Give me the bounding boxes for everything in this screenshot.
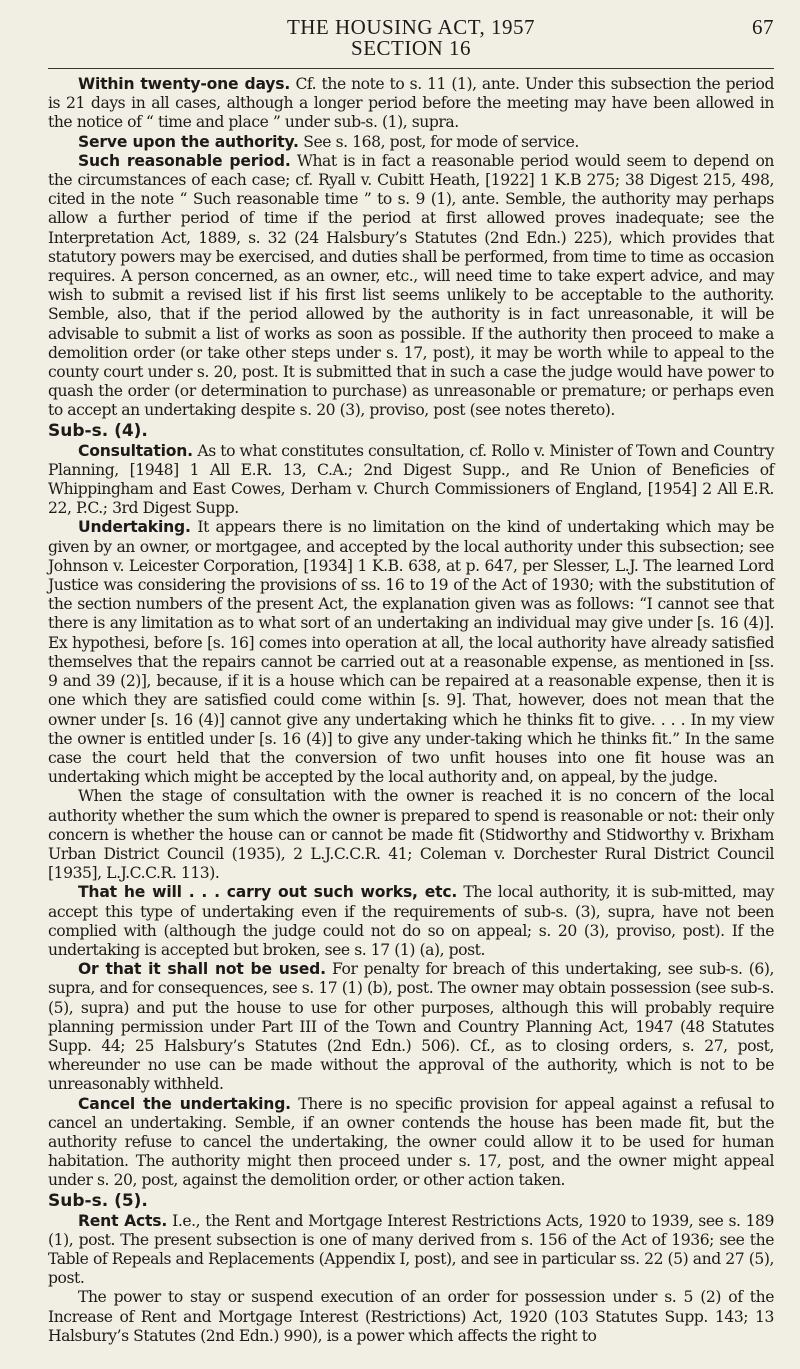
paragraph bbox=[48, 442, 774, 519]
paragraph-text: What is in fact a reasonable period would seem to depend on the circumstances of each case; cf. Ryall v. Cubitt Heath, [1922] 1 K.B 275; 38 Digest 215, 498, cited in the note “ Such reasonable time ” to s. 9 (1), ante. Semble, the authority may perhaps allow a further period of time if the period at first allowed proves inadequate; see the Interpretation Act, 1889, s. 32 (24 Halsbury’s Statutes (2nd Edn.) 225), which provides that statutory powers may be exercised, and duties shall be performed, from time to time as occasion requires. A person concerned, as an owner, etc., will need time to take expert advice, and may wish to submit a revised list if his first list seems unlikely to be acceptable to the authority. Semble, also, that if the period allowed by the authority is in fact unreasonable, it will be advisable to submit a list of works as soon as possible. If the authority then proceed to make a demolition order (or take other steps under s. 17, post), it may be worth while to appeal to the county court under s. 20, post. It is submitted that in such a case the judge would have power to quash the order (or determination to purchase) as unreasonable or premature; or perhaps even to accept an undertaking despite s. 20 (3), proviso, post (see notes thereto). bbox=[48, 151, 774, 420]
paragraph-text: See s. 168, post, for mode of service. bbox=[298, 132, 579, 151]
paragraph bbox=[48, 960, 774, 1094]
paragraph-heading: Cancel the undertaking. bbox=[78, 1094, 291, 1113]
paragraph bbox=[48, 152, 774, 421]
paragraph-heading: That he will . . . carry out such works, etc. bbox=[78, 883, 458, 902]
paragraph-heading: Serve upon the authority. bbox=[78, 132, 299, 151]
paragraph bbox=[48, 1288, 774, 1346]
paragraph-text: When the stage of consultation with the owner is reached it is no concern of the local authority whether the sum which the owner is prepared to spend is reasonable or not: their only concern is whether the house can or cannot be made fit (Stidworthy and Stidworthy v. Brixham Urban District Council (1935), 2 L.J.C.C.R. 41; Coleman v. Dorchester Rural District Council [1935], L.J.C.C.R. 113). bbox=[48, 787, 774, 883]
header-rule bbox=[48, 68, 774, 69]
paragraph-text: There is no specific provision for appeal against a refusal to cancel an undertaking. Semble, if an owner contends the house has been made fit, but the authority refuse to cancel the undertaking, the owner could allow it to be used for human habitation. The authority might then proceed under s. 17, post, and the owner might appeal under s. 20, post, against the demolition order, or other action taken. bbox=[48, 1094, 775, 1190]
paragraph-text: The local authority, it is sub-mitted, may accept this type of undertaking even if the requirements of sub-s. (3), supra, have not been complied with (although the judge could not do so on appeal; s. 20 (3), proviso, post). If the undertaking is accepted but broken, see s. 17 (1) (a), post. bbox=[48, 883, 774, 959]
paragraph-text: For penalty for breach of this undertaking, see sub-s. (6), supra, and for consequences, see s. 17 (1) (b), post. The owner may obtain possession (see sub-s. (5), supra) and put the house to use for other purposes, although this will probably require planning permission under Part III of the Town and Country Planning Act, 1947 (48 Statutes Supp. 44; 25 Halsbury’s Statutes (2nd Edn.) 506). Cf., as to closing orders, s. 27, post, whereunder no use can be made without the approval of the authority, which is not to be unreasonably withheld. bbox=[48, 960, 774, 1094]
paragraph-text: It appears there is no limitation on the kind of undertaking which may be given by an owner, or mortgagee, and accepted by the local authority under this subsection; see Johnson v. Leicester Corporation, [1934] 1 K.B. 638, at p. 647, per Slesser, L.J. The learned Lord Justice was considering the provisions of ss. 16 to 19 of the Act of 1930; with the substitution of the section numbers of the present Act, the explanation given was as follows: “I cannot see that there is any limitation as to what sort of an undertaking an individual may give under [s. 16 (4)]. Ex hypothesi, before [s. 16] comes into operation at all, the local authority have already satisfied themselves that the repairs cannot be carried out at a reasonable expense, as mentioned in [ss. 9 and 39 (2)], because, if it is a house which can be repaired at a reasonable expense, then it is one which they are satisfied could come within [s. 9]. That, however, does not mean that the owner under [s. 16 (4)] cannot give any undertaking which he thinks fit to give. . . . In my view the owner is entitled under [s. 16 (4)] to give any under-taking which he thinks fit.” In the same case the court held that the conversion of two unfit houses into one fit house was an undertaking which might be accepted by the local authority and, on appeal, by the judge. bbox=[48, 518, 774, 787]
paragraph-text: Cf. the note to s. 11 (1), ante. Under this subsection the period is 21 days in all cases, although a longer period before the meeting may have been allowed in the notice of “ time and place ” under sub-s. (1), supra. bbox=[48, 75, 774, 132]
paragraph-heading: Or that it shall not be used. bbox=[78, 960, 326, 979]
paragraph bbox=[48, 133, 774, 152]
paragraph bbox=[48, 883, 774, 960]
paragraph-heading: Rent Acts. bbox=[78, 1211, 168, 1230]
paragraph bbox=[48, 75, 774, 133]
paragraph-text: The power to stay or suspend execution of an order for possession under s. 5 (2) of the Increase of Rent and Mortgage Interest (Restrictions) Act, 1920 (103 Statutes Supp. 143; 13 Halsbury’s Statutes (2nd Edn.) 990), is a power which affects the right to bbox=[48, 1288, 774, 1345]
paragraph bbox=[48, 787, 774, 883]
paragraph-heading: Undertaking. bbox=[78, 518, 191, 537]
running-title: THE HOUSING ACT, 1957 bbox=[286, 15, 536, 39]
body-text bbox=[48, 75, 774, 1346]
paragraph-heading: Such reasonable period. bbox=[78, 151, 291, 170]
subsection-heading: Sub-s. (5). bbox=[48, 1190, 148, 1211]
section-title: SECTION 16 bbox=[351, 36, 471, 60]
paragraph bbox=[48, 518, 774, 787]
subsection-heading: Sub-s. (4). bbox=[48, 420, 148, 441]
paragraph-text: I.e., the Rent and Mortgage Interest Restrictions Acts, 1920 to 1939, see s. 189 (1), post. The present subsection is one of many derived from s. 156 of the Act of 1936; see the Table of Repeals and Replacements (Appendix I, post), and see in particular ss. 22 (5) and 27 (5), post. bbox=[48, 1211, 774, 1288]
page-content bbox=[48, 16, 774, 1346]
paragraph-text: As to what constitutes consultation, cf. Rollo v. Minister of Town and Country Planning, [1948] 1 All E.R. 13, C.A.; 2nd Digest Supp., and Re Union of Beneficies of Whippingham and East Cowes, Derham v. Church Commissioners of England, [1954] 2 All E.R. 22, P.C.; 3rd Digest Supp. bbox=[48, 441, 774, 518]
page-number: 67 bbox=[752, 15, 774, 39]
paragraph bbox=[48, 1212, 774, 1289]
paragraph-heading: Within twenty-one days. bbox=[78, 75, 291, 93]
page-header bbox=[48, 16, 774, 58]
paragraph bbox=[48, 1095, 774, 1191]
paragraph-heading: Consultation. bbox=[78, 441, 193, 460]
